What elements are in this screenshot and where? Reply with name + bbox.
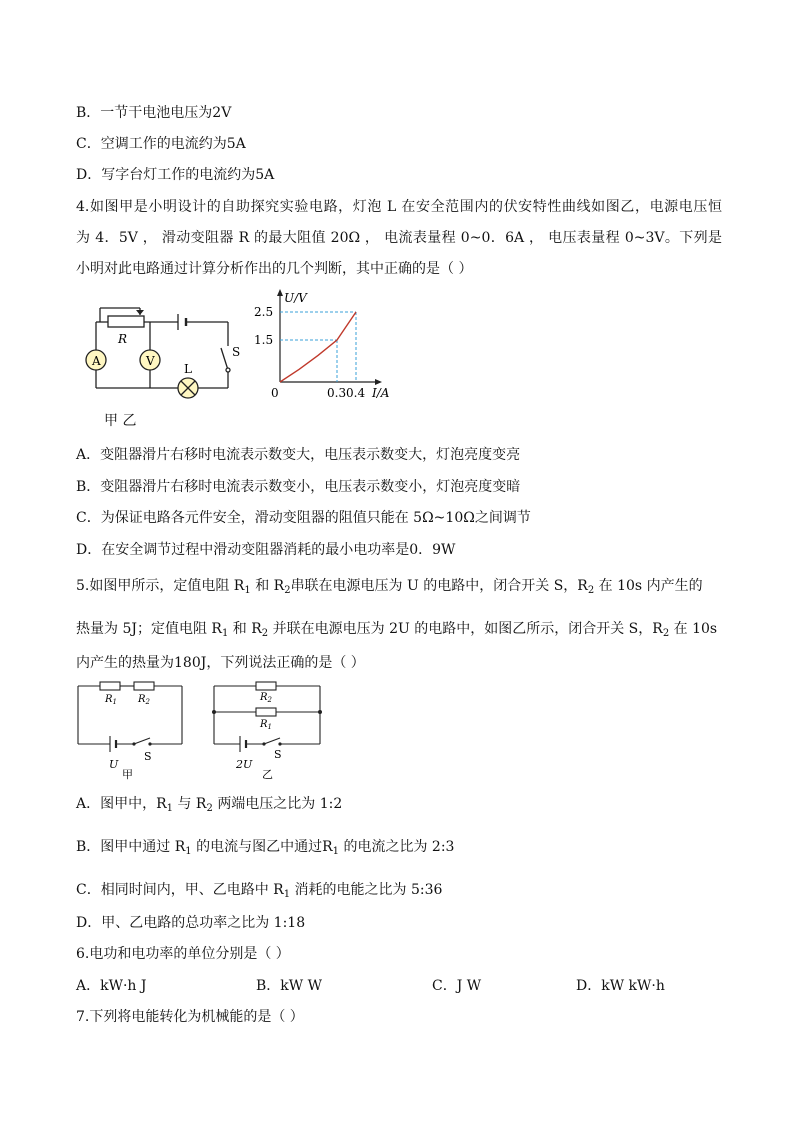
y-axis-arrow <box>277 289 283 296</box>
q4-stem-line3: 小明对此电路通过计算分析作出的几个判断，其中正确的是（ ） <box>76 261 473 277</box>
q4-circuit-diagram <box>78 298 248 408</box>
q5-option-b: B．图甲中通过 $R_1$ 的电流与图乙中通过$R_1$ 的电流之比为 2:3 <box>76 839 455 857</box>
q5-option-a: A．图甲中，$R_1$ 与 $R_2$ 两端电压之比为 1:2 <box>76 796 343 814</box>
q5-stem-line3: 内产生的热量为180J，下列说法正确的是（ ） <box>76 655 365 671</box>
q3-option-b: B．一节干电池电压为2V <box>76 105 232 121</box>
iv-curve <box>280 312 356 382</box>
ammeter-label: A <box>92 354 101 368</box>
q5-stem-line2: 热量为 5J；定值电阻 $R_1$ 和 $R_2$ 并联在电源电压为 2U 的电路中，如图乙所示，闭合开关 S，$R_2$ 在 10s <box>76 621 718 639</box>
q4-option-b: B．变阻器滑片右移时电流表示数变小，电压表示数变小，灯泡亮度变暗 <box>76 479 521 495</box>
voltmeter-label: V <box>146 354 155 368</box>
voltage-label: 2U <box>236 758 253 771</box>
switch-label: S <box>144 750 152 763</box>
q4-stem-line2: 为 4．5V ， 滑动变阻器 R 的最大阻值 20Ω ， 电流表量程 0~0．6A ， 电压表量程 0~3V。下列是 <box>76 230 722 246</box>
q6-stem: 6.电功和电功率的单位分别是（ ） <box>76 946 290 962</box>
r2-label: $R_2$ <box>138 694 150 706</box>
x-tick-label: 0.4 <box>346 386 366 400</box>
q6-option-b: B．kW W <box>256 978 323 994</box>
x-axis-arrow <box>375 379 382 385</box>
r1-label: $R_1$ <box>105 694 117 706</box>
switch-label: S <box>274 748 282 761</box>
lamp-label: L <box>184 362 192 376</box>
q3-option-d: D．写字台灯工作的电流约为5A <box>76 167 275 183</box>
q3-option-c: C．空调工作的电流约为5A <box>76 136 246 152</box>
y-tick-label: 2.5 <box>254 305 274 319</box>
q4-stem-line1: 4.如图甲是小明设计的自助探究实验电路，灯泡 L 在安全范围内的伏安特性曲线如图乙，电源电压恒 <box>76 199 722 215</box>
r2-label: $R_2$ <box>260 692 272 704</box>
q5-option-d: D．甲、乙电路的总功率之比为 1:18 <box>76 915 306 931</box>
q4-option-c: C．为保证电路各元件安全，滑动变阻器的阻值只能在 5Ω~10Ω之间调节 <box>76 510 531 526</box>
q5-stem-line1: 5.如图甲所示，定值电阻 $R_1$ 和 $R_2$串联在电源电压为 U 的电路中，闭合开关 S，$R_2$ 在 10s 内产生的 <box>76 578 703 596</box>
origin-label: 0 <box>271 386 279 400</box>
rheostat-label: R <box>118 332 128 346</box>
q5-parallel-circuit <box>210 678 326 782</box>
y-axis-label: U/V <box>284 291 307 305</box>
q4-figure-caption: 甲 乙 <box>104 413 137 429</box>
q4-option-a: A．变阻器滑片右移时电流表示数变大，电压表示数变大，灯泡亮度变亮 <box>76 447 521 463</box>
figure-jia-label: 甲 <box>122 768 133 780</box>
x-tick-label: 0.3 <box>327 386 347 400</box>
q5-option-c: C．相同时间内，甲、乙电路中 $R_1$ 消耗的电能之比为 5:36 <box>76 882 443 900</box>
q4-iv-graph <box>252 288 402 408</box>
q6-option-c: C．J W <box>432 978 482 994</box>
y-tick-label: 1.5 <box>254 333 274 347</box>
q6-option-d: D．kW kW·h <box>576 978 665 994</box>
switch-label: S <box>232 345 241 359</box>
voltage-label: U <box>109 758 119 771</box>
q6-option-a: A．kW·h J <box>76 978 147 994</box>
q7-stem: 7.下列将电能转化为机械能的是（ ） <box>76 1009 304 1025</box>
q4-option-d: D．在安全调节过程中滑动变阻器消耗的最小电功率是0．9W <box>76 542 456 558</box>
r1-label: $R_1$ <box>260 719 272 731</box>
x-axis-label: I/A <box>372 386 390 400</box>
figure-yi-label: 乙 <box>262 768 273 781</box>
q5-series-circuit <box>76 678 188 780</box>
q6-options <box>76 977 722 995</box>
